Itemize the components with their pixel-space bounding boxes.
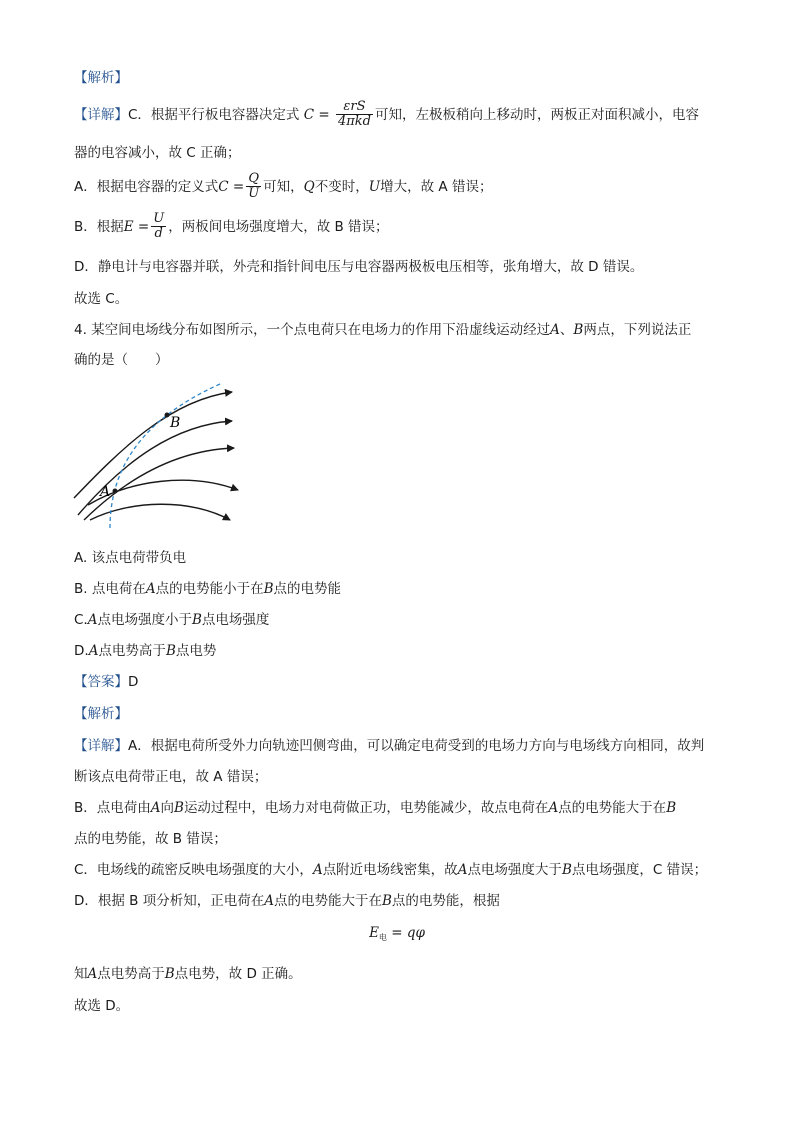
q4-conclusion: 故选 D。 <box>74 998 130 1014</box>
field-strength-formula: $\frac{U}{d}$ <box>153 211 165 242</box>
q3-explain-a: A．根据电容器的定义式C = $\frac{Q}{U}$ 可知，Q不变时，U增大，故 A 错误； <box>74 171 493 202</box>
q4-conclusion-line: 知A点电势高于B点电势，故 D 正确。 <box>74 966 302 982</box>
point-b-dot <box>165 413 170 418</box>
q3-explain-c: 【详解】C．根据平行板电容器决定式 C = $\frac{\text{εrS}}{\text{4πkd}}$ 可知，左极板稍向上移动时，两板正对面积减小，电容 <box>74 99 699 130</box>
q3-explain-d: D．静电计与电容器并联，外壳和指针间电压与电容器两极板电压相等，张角增大，故 D 错误。 <box>74 259 644 275</box>
q4-explain-b: B．点电荷由A向B运动过程中，电场力对电荷做正功，电势能减少，故点电荷在A点的电势能大于在B <box>74 800 677 816</box>
q4-option-d: D.A点电势高于B点电势 <box>74 643 217 659</box>
q3-analysis-tag: 【解析】 <box>74 70 128 86</box>
capacitance-decision-formula: $\frac{\text{εrS}}{\text{4πkd}}$ <box>337 99 371 130</box>
q3-conclusion: 故选 C。 <box>74 291 129 307</box>
q4-answer-tag: 【答案】 <box>74 674 128 690</box>
point-a-dot <box>113 489 118 494</box>
q3-explain-c-line2: 器的电容减小，故 C 正确； <box>74 145 241 161</box>
q4-stem-line1: 4. 某空间电场线分布如图所示，一个点电荷只在电场力的作用下沿虚线运动经过A、B两点，下列说法正 <box>74 322 692 338</box>
q4-answer-value: D <box>128 674 139 690</box>
q4-explain-c: C．电场线的疏密反映电场强度的大小，A点附近电场线密集，故A点电场强度大于B点电场强度，C 错误； <box>74 862 708 878</box>
point-b-label: B <box>170 415 181 431</box>
field-lines-figure <box>70 380 250 530</box>
q4-analysis-tag: 【解析】 <box>74 706 128 722</box>
q4-option-c: C.A点电场强度小于B点电场强度 <box>74 612 270 628</box>
q4-stem-line2: 确的是（ ） <box>74 352 169 368</box>
point-a-label: A <box>100 484 111 500</box>
q4-detail-tag: 【详解】 <box>74 738 128 754</box>
q4-explain-a: 【详解】A．根据电荷所受外力向轨迹凹侧弯曲，可以确定电荷受到的电场力方向与电场线方向相同，故判 <box>74 738 705 754</box>
q4-answer <box>74 670 138 690</box>
potential-energy-formula: $E_电 = q\varphi$ <box>369 925 425 942</box>
q4-option-a: A. 该点电荷带负电 <box>74 550 187 566</box>
q4-explain-a-line2: 断该点电荷带正电，故 A 错误； <box>74 769 268 785</box>
q4-explain-d: D．根据 B 项分析知，正电荷在A点的电势能大于在B点的电势能，根据 <box>74 893 500 909</box>
q3-explain-b: B．根据E = $\frac{U}{d}$ ，两板间电场强度增大，故 B 错误； <box>74 211 389 242</box>
q3-detail-tag: 【详解】 <box>74 106 128 123</box>
capacitance-definition-formula: $\frac{Q}{U}$ <box>248 171 260 202</box>
q4-explain-b-line2: 点的电势能，故 B 错误； <box>74 831 227 847</box>
trajectory-dashed <box>110 384 220 528</box>
q4-option-b: B. 点电荷在A点的电势能小于在B点的电势能 <box>74 581 342 597</box>
field-line <box>88 480 238 505</box>
